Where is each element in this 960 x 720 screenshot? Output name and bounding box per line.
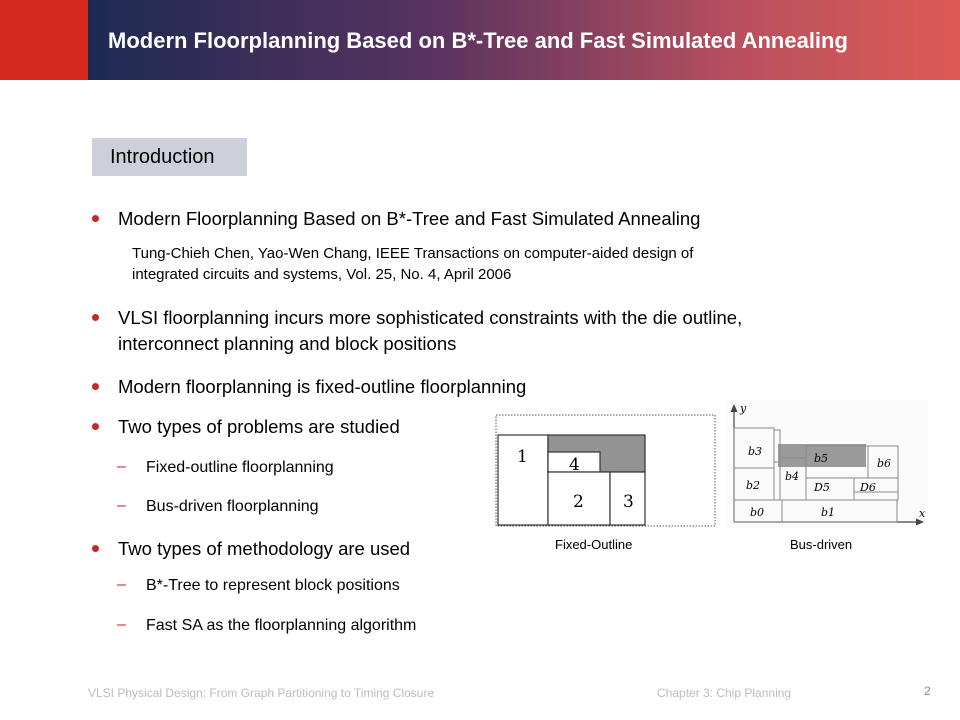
slide-title: Modern Floorplanning Based on B*-Tree and Fast Simulated Annealing — [108, 28, 848, 53]
bus-driven-figure — [726, 400, 928, 528]
bullet-item: Two types of methodology are used — [118, 536, 410, 561]
dash-icon: – — [117, 576, 126, 593]
block-label: b0 — [750, 506, 765, 519]
page-number: 2 — [924, 684, 931, 698]
block-label: 4 — [569, 455, 580, 475]
axis-label-y: y — [740, 402, 747, 415]
block-label: b5 — [814, 452, 829, 465]
block-label: b6 — [877, 457, 892, 470]
bullet-dot-icon — [92, 423, 99, 430]
fixed-outline-figure — [495, 414, 717, 528]
bullet-dot-icon — [92, 314, 99, 321]
reference-line: Tung-Chieh Chen, Yao-Wen Chang, IEEE Transactions on computer-aided design of — [132, 245, 694, 262]
figure-caption: Fixed-Outline — [555, 537, 633, 552]
bullet-dot-icon — [92, 215, 99, 222]
dash-icon: – — [117, 497, 126, 514]
block-label: 1 — [517, 447, 528, 467]
sub-bullet-item: – Fast SA as the floorplanning algorithm — [117, 616, 417, 634]
bullet-dot-icon — [92, 383, 99, 390]
block-label: b3 — [748, 445, 763, 458]
sub-bullet-item: – Fixed-outline floorplanning — [117, 458, 334, 476]
block-label: D6 — [860, 481, 876, 494]
axis-label-x: x — [919, 507, 926, 520]
section-label: Introduction — [110, 146, 215, 168]
bullet-item: Modern Floorplanning Based on B*-Tree and Fast Simulated Annealing — [118, 206, 700, 231]
block-label: b1 — [821, 506, 836, 519]
bullet-item: Modern floorplanning is fixed-outline floorplanning — [118, 374, 526, 399]
header-accent-block — [0, 0, 88, 80]
footer-chapter: Chapter 3: Chip Planning — [657, 686, 792, 700]
section-label-box — [92, 138, 247, 176]
block-label: 2 — [573, 492, 584, 512]
reference-line: integrated circuits and systems, Vol. 25, No. 4, April 2006 — [132, 266, 512, 283]
block-label: D5 — [814, 481, 830, 494]
footer-book-title: VLSI Physical Design: From Graph Partitioning to Timing Closure — [88, 686, 435, 700]
dash-icon: – — [117, 458, 126, 475]
block-label: 3 — [623, 492, 634, 512]
dash-icon: – — [117, 616, 126, 633]
sub-bullet-item: – B*-Tree to represent block positions — [117, 576, 400, 594]
block-label: b2 — [746, 479, 761, 492]
bullet-item-continued: interconnect planning and block positions — [118, 333, 457, 354]
bullet-item: VLSI floorplanning incurs more sophisticated constraints with the die outline, — [118, 305, 742, 330]
block-label: b4 — [785, 470, 800, 483]
bullet-item: Two types of problems are studied — [118, 414, 400, 439]
sub-bullet-item: – Bus-driven floorplanning — [117, 497, 319, 515]
figure-caption: Bus-driven — [790, 537, 853, 552]
bullet-dot-icon — [92, 545, 99, 552]
